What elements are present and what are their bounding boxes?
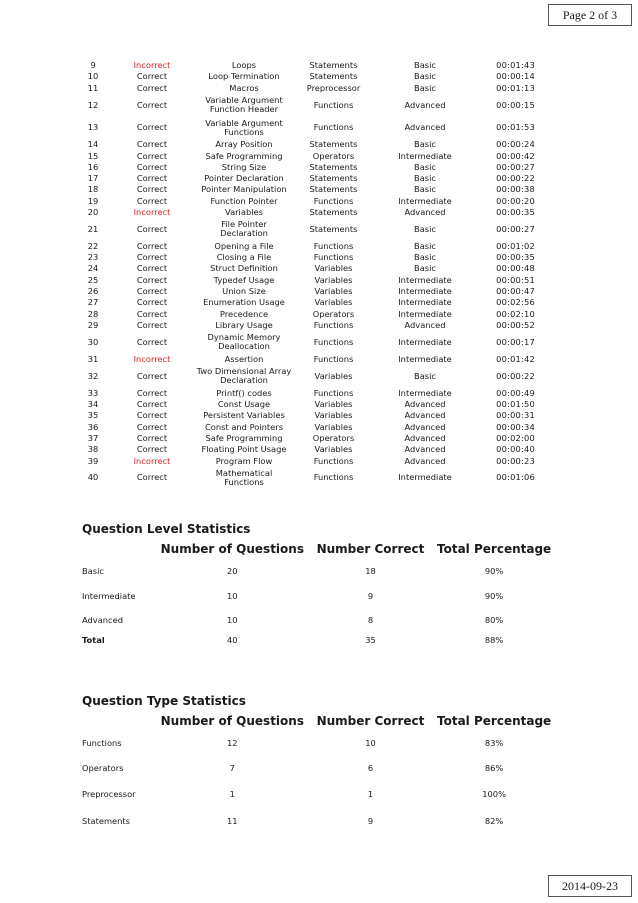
result-cell: Incorrect — [133, 207, 171, 217]
stats-correct: 9 — [367, 816, 374, 826]
question-name-cell: Struct Definition — [210, 263, 278, 274]
question-number: 30 — [87, 336, 99, 347]
table-row — [78, 410, 535, 421]
table-row — [78, 94, 535, 117]
result-cell: Correct — [136, 263, 168, 274]
level-statistics-section — [82, 522, 562, 648]
stats-label: Total — [82, 635, 105, 645]
table-row — [78, 150, 535, 161]
question-number: 37 — [87, 432, 99, 443]
question-number: 21 — [87, 223, 99, 234]
question-level-cell: Basic — [414, 60, 436, 71]
question-type-cell: Functions — [313, 122, 354, 133]
question-type-cell: Functions — [313, 99, 354, 110]
question-type-cell: Statements — [309, 173, 358, 184]
time-cell: 00:00:31 — [496, 410, 535, 421]
result-cell: Correct — [136, 240, 168, 251]
question-name-cell: Precedence — [219, 308, 269, 319]
time-cell: 00:01:43 — [496, 60, 535, 71]
stats-label: Functions — [82, 738, 122, 748]
question-name-cell: Safe Programming — [205, 150, 283, 161]
question-type-cell: Functions — [313, 319, 354, 330]
time-cell: 00:00:34 — [496, 421, 535, 432]
question-name-cell: Typedef Usage — [213, 274, 275, 285]
time-cell: 00:02:10 — [496, 308, 535, 319]
stats-label: Statements — [82, 816, 130, 826]
type-statistics-title: Question Type Statistics — [82, 694, 246, 708]
question-name-cell: Array Position — [215, 139, 273, 150]
time-cell: 00:00:35 — [496, 207, 535, 217]
question-type-cell: Statements — [309, 207, 358, 217]
question-number: 9 — [90, 60, 96, 71]
stats-row — [82, 756, 562, 780]
question-level-cell: Basic — [414, 71, 436, 82]
question-number: 25 — [87, 274, 99, 285]
question-name-cell: Const and Pointers — [204, 421, 284, 432]
header-number-correct: Number Correct — [316, 714, 425, 728]
question-type-cell: Statements — [309, 184, 358, 195]
question-level-cell: Intermediate — [398, 353, 452, 364]
question-number: 18 — [87, 184, 99, 195]
question-number: 29 — [87, 319, 99, 330]
result-cell: Correct — [136, 252, 168, 263]
question-name-cell: Library Usage — [215, 319, 273, 330]
question-level-cell: Advanced — [404, 99, 446, 110]
question-type-cell: Operators — [312, 432, 355, 443]
table-row — [78, 331, 535, 354]
question-name-cell: Loop Termination — [208, 71, 280, 82]
question-level-cell: Intermediate — [398, 297, 452, 308]
question-name-cell: Persistent Variables — [203, 410, 285, 421]
question-name-cell: Loops — [231, 60, 257, 71]
time-cell: 00:00:38 — [496, 184, 535, 195]
table-row — [78, 275, 535, 286]
question-level-cell: Intermediate — [398, 336, 452, 347]
question-name-cell: Variable Argument Function Header — [205, 95, 283, 115]
question-number: 22 — [87, 240, 99, 251]
table-row — [78, 320, 535, 331]
question-level-cell: Intermediate — [398, 274, 452, 285]
result-cell: Correct — [136, 286, 168, 297]
result-cell: Correct — [136, 223, 168, 234]
question-level-cell: Advanced — [404, 444, 446, 455]
stats-row — [82, 632, 562, 648]
time-cell: 00:00:35 — [496, 252, 535, 263]
time-cell: 00:00:14 — [496, 71, 535, 82]
question-level-cell: Intermediate — [398, 286, 452, 297]
question-name-cell: Pointer Declaration — [204, 173, 284, 184]
question-type-cell: Statements — [309, 139, 358, 150]
stats-count: 10 — [227, 615, 238, 625]
question-name-cell: Dynamic Memory Deallocation — [207, 332, 281, 352]
question-level-cell: Basic — [414, 370, 436, 381]
question-type-cell: Operators — [312, 150, 355, 161]
question-number: 34 — [87, 399, 99, 410]
table-row — [78, 71, 535, 82]
time-cell: 00:00:27 — [496, 223, 535, 234]
time-cell: 00:00:51 — [496, 274, 535, 285]
table-row — [78, 252, 535, 263]
question-level-cell: Intermediate — [398, 472, 452, 483]
question-type-cell: Functions — [313, 336, 354, 347]
result-cell: Correct — [136, 432, 168, 443]
stats-row — [82, 558, 562, 584]
level-statistics-rows — [82, 558, 562, 648]
question-number: 28 — [87, 308, 99, 319]
time-cell: 00:00:49 — [496, 387, 535, 398]
question-number: 14 — [87, 139, 99, 150]
question-level-cell: Basic — [414, 161, 436, 172]
stats-label: Basic — [82, 566, 104, 576]
question-type-cell: Statements — [309, 161, 358, 172]
table-row — [78, 83, 535, 94]
stats-row — [82, 808, 562, 834]
question-level-cell: Advanced — [404, 421, 446, 432]
question-number: 32 — [87, 370, 99, 381]
question-type-cell: Variables — [314, 370, 353, 381]
table-row — [78, 467, 535, 490]
table-row — [78, 455, 535, 466]
stats-correct: 8 — [367, 615, 374, 625]
header-spacer — [82, 542, 150, 558]
time-cell: 00:00:52 — [496, 319, 535, 330]
result-cell: Correct — [136, 410, 168, 421]
stats-count: 7 — [229, 763, 235, 773]
result-cell: Correct — [136, 195, 168, 206]
table-row — [78, 173, 535, 184]
question-number: 31 — [87, 353, 99, 364]
time-cell: 00:00:20 — [496, 195, 535, 206]
question-number: 38 — [87, 444, 99, 455]
header-number-of-questions: Number of Questions — [160, 714, 304, 728]
question-type-cell: Statements — [309, 71, 358, 82]
question-name-cell: Variables — [225, 207, 263, 217]
question-type-cell: Variables — [314, 263, 353, 274]
stats-percentage: 83% — [484, 738, 504, 748]
stats-count: 12 — [227, 738, 238, 748]
time-cell: 00:00:40 — [496, 444, 535, 455]
table-row — [78, 433, 535, 444]
time-cell: 00:00:47 — [496, 286, 535, 297]
question-level-cell: Intermediate — [398, 150, 452, 161]
result-cell: Correct — [136, 319, 168, 330]
time-cell: 00:02:56 — [496, 297, 535, 308]
header-number-of-questions: Number of Questions — [160, 542, 304, 556]
question-type-cell: Variables — [314, 421, 353, 432]
stats-label: Operators — [82, 763, 124, 773]
result-cell: Incorrect — [133, 60, 171, 71]
question-type-cell: Statements — [309, 223, 358, 234]
question-level-cell: Basic — [414, 173, 436, 184]
question-number: 40 — [87, 472, 99, 483]
time-cell: 00:00:22 — [496, 370, 535, 381]
table-row — [78, 444, 535, 455]
question-number: 27 — [87, 297, 99, 308]
question-type-cell: Functions — [313, 195, 354, 206]
question-type-cell: Variables — [314, 297, 353, 308]
table-row — [78, 196, 535, 207]
question-level-cell: Basic — [414, 240, 436, 251]
question-name-cell: Union Size — [222, 286, 266, 297]
question-level-cell: Basic — [414, 184, 436, 195]
question-level-cell: Intermediate — [398, 387, 452, 398]
table-row — [78, 116, 535, 139]
table-row — [78, 162, 535, 173]
question-type-cell: Variables — [314, 444, 353, 455]
question-number: 24 — [87, 263, 99, 274]
question-level-cell: Intermediate — [398, 195, 452, 206]
question-number: 20 — [87, 207, 99, 217]
page-number-label: Page 2 of 3 — [548, 4, 632, 26]
result-cell: Correct — [136, 173, 168, 184]
time-cell: 00:00:27 — [496, 161, 535, 172]
question-type-cell: Functions — [313, 240, 354, 251]
question-name-cell: Closing a File — [216, 252, 272, 263]
date-label: 2014-09-23 — [548, 875, 632, 897]
time-cell: 00:02:00 — [496, 432, 535, 443]
stats-percentage: 82% — [484, 816, 504, 826]
time-cell: 00:00:24 — [496, 139, 535, 150]
result-cell: Correct — [136, 122, 168, 133]
stats-count: 20 — [227, 566, 238, 576]
result-cell: Incorrect — [133, 353, 171, 364]
time-cell: 00:00:17 — [496, 336, 535, 347]
result-cell: Correct — [136, 399, 168, 410]
stats-count: 40 — [227, 635, 238, 645]
time-cell: 00:00:48 — [496, 263, 535, 274]
stats-percentage: 86% — [484, 763, 504, 773]
stats-row — [82, 584, 562, 608]
result-cell: Correct — [136, 139, 168, 150]
table-row — [78, 207, 535, 218]
table-row — [78, 297, 535, 308]
result-cell: Correct — [136, 274, 168, 285]
question-type-cell: Variables — [314, 286, 353, 297]
question-level-cell: Advanced — [404, 122, 446, 133]
result-cell: Correct — [136, 444, 168, 455]
stats-percentage: 90% — [484, 591, 504, 601]
question-name-cell: Floating Point Usage — [201, 444, 287, 455]
question-number: 26 — [87, 286, 99, 297]
result-cell: Correct — [136, 308, 168, 319]
question-level-cell: Basic — [414, 263, 436, 274]
stats-correct: 1 — [367, 789, 374, 799]
question-type-cell: Functions — [313, 353, 354, 364]
results-table — [78, 60, 535, 489]
header-number-correct: Number Correct — [316, 542, 425, 556]
question-name-cell: Program Flow — [215, 455, 273, 466]
table-row — [78, 184, 535, 195]
question-number: 16 — [87, 161, 99, 172]
table-row — [78, 286, 535, 297]
result-cell: Correct — [136, 150, 168, 161]
table-row — [78, 422, 535, 433]
result-cell: Correct — [136, 82, 168, 93]
stats-row — [82, 780, 562, 808]
table-row — [78, 139, 535, 150]
table-row — [78, 263, 535, 274]
table-row — [78, 388, 535, 399]
question-number: 13 — [87, 122, 99, 133]
header-total-percentage: Total Percentage — [437, 714, 552, 728]
stats-percentage: 80% — [484, 615, 504, 625]
stats-correct: 18 — [365, 566, 376, 576]
stats-percentage: 88% — [484, 635, 504, 645]
question-level-cell: Advanced — [404, 319, 446, 330]
question-number: 12 — [87, 99, 99, 110]
result-cell: Correct — [136, 336, 168, 347]
stats-correct: 10 — [365, 738, 376, 748]
question-type-cell: Preprocessor — [306, 82, 361, 93]
question-name-cell: Pointer Manipulation — [201, 184, 287, 195]
question-number: 15 — [87, 150, 99, 161]
time-cell: 00:00:23 — [496, 455, 535, 466]
header-spacer — [82, 714, 150, 730]
table-row — [78, 60, 535, 71]
question-name-cell: Opening a File — [214, 240, 274, 251]
question-number: 35 — [87, 410, 99, 421]
table-row — [78, 399, 535, 410]
level-statistics-title: Question Level Statistics — [82, 522, 251, 536]
question-level-cell: Basic — [414, 252, 436, 263]
type-statistics-section — [82, 694, 562, 834]
result-cell: Correct — [136, 161, 168, 172]
question-name-cell: Macros — [229, 82, 259, 93]
result-cell: Correct — [136, 387, 168, 398]
table-row — [78, 354, 535, 365]
question-name-cell: Variable Argument Functions — [205, 117, 283, 137]
time-cell: 00:00:22 — [496, 173, 535, 184]
level-statistics-header — [82, 542, 562, 558]
question-number: 11 — [87, 82, 99, 93]
question-type-cell: Operators — [312, 308, 355, 319]
stats-label: Intermediate — [82, 591, 136, 601]
stats-row — [82, 730, 562, 756]
question-type-cell: Functions — [313, 252, 354, 263]
question-name-cell: Printf() codes — [216, 387, 272, 398]
type-statistics-rows — [82, 730, 562, 834]
time-cell: 00:01:13 — [496, 82, 535, 93]
question-number: 10 — [87, 71, 99, 82]
time-cell: 00:01:50 — [496, 399, 535, 410]
question-type-cell: Variables — [314, 274, 353, 285]
stats-count: 11 — [227, 816, 238, 826]
time-cell: 00:01:06 — [496, 472, 535, 483]
stats-correct: 9 — [367, 591, 374, 601]
result-cell: Correct — [136, 421, 168, 432]
result-cell: Correct — [136, 472, 168, 483]
table-row — [78, 365, 535, 388]
table-row — [78, 309, 535, 320]
question-name-cell: Assertion — [224, 353, 264, 364]
question-level-cell: Advanced — [404, 207, 446, 217]
result-cell: Correct — [136, 71, 168, 82]
question-number: 33 — [87, 387, 99, 398]
stats-correct: 6 — [367, 763, 374, 773]
question-number: 39 — [87, 455, 99, 466]
result-cell: Correct — [136, 370, 168, 381]
question-number: 36 — [87, 421, 99, 432]
question-type-cell: Statements — [309, 60, 358, 71]
stats-correct: 35 — [365, 635, 376, 645]
question-name-cell: Safe Programming — [205, 432, 283, 443]
question-level-cell: Basic — [414, 139, 436, 150]
table-row — [78, 241, 535, 252]
result-cell: Incorrect — [133, 455, 171, 466]
question-name-cell: Const Usage — [217, 399, 271, 410]
question-level-cell: Advanced — [404, 432, 446, 443]
result-cell: Correct — [136, 297, 168, 308]
stats-count: 1 — [229, 789, 235, 799]
question-level-cell: Basic — [414, 223, 436, 234]
question-name-cell: Function Pointer — [210, 195, 278, 206]
time-cell: 00:00:15 — [496, 99, 535, 110]
question-level-cell: Advanced — [404, 399, 446, 410]
stats-label: Advanced — [82, 615, 123, 625]
question-name-cell: Mathematical Functions — [215, 467, 273, 487]
time-cell: 00:01:53 — [496, 122, 535, 133]
stats-percentage: 100% — [482, 789, 506, 799]
stats-percentage: 90% — [484, 566, 504, 576]
question-level-cell: Intermediate — [398, 308, 452, 319]
question-level-cell: Basic — [414, 82, 436, 93]
time-cell: 00:01:02 — [496, 240, 535, 251]
question-number: 23 — [87, 252, 99, 263]
stats-count: 10 — [227, 591, 238, 601]
question-level-cell: Advanced — [404, 455, 446, 466]
result-cell: Correct — [136, 184, 168, 195]
question-name-cell: String Size — [221, 161, 267, 172]
table-row — [78, 218, 535, 241]
question-name-cell: Enumeration Usage — [203, 297, 285, 308]
time-cell: 00:00:42 — [496, 150, 535, 161]
question-type-cell: Functions — [313, 472, 354, 483]
question-type-cell: Functions — [313, 387, 354, 398]
stats-row — [82, 608, 562, 632]
question-type-cell: Variables — [314, 410, 353, 421]
question-number: 17 — [87, 173, 99, 184]
question-type-cell: Functions — [313, 455, 354, 466]
question-level-cell: Advanced — [404, 410, 446, 421]
question-number: 19 — [87, 195, 99, 206]
stats-label: Preprocessor — [82, 789, 136, 799]
question-name-cell: Two Dimensional Array Declaration — [196, 366, 292, 386]
header-total-percentage: Total Percentage — [437, 542, 552, 556]
time-cell: 00:01:42 — [496, 353, 535, 364]
type-statistics-header — [82, 714, 562, 730]
question-name-cell: File Pointer Declaration — [220, 219, 268, 239]
question-type-cell: Variables — [314, 399, 353, 410]
result-cell: Correct — [136, 99, 168, 110]
